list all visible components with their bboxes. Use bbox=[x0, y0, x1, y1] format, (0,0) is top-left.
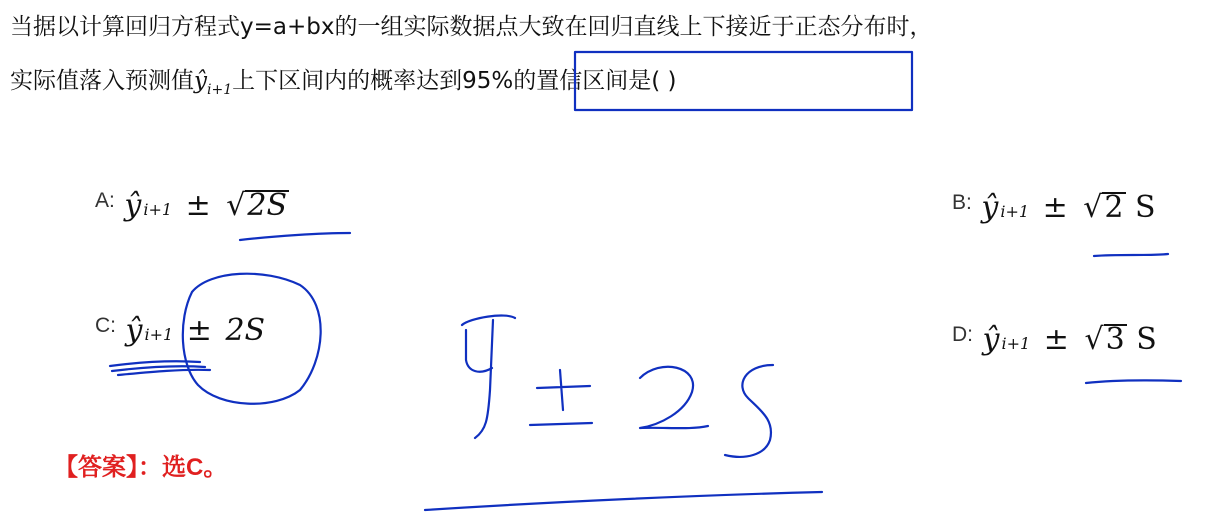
underline-c bbox=[110, 361, 210, 375]
option-c-tail: 2S bbox=[225, 313, 266, 348]
option-b-letter: B: bbox=[952, 191, 972, 214]
option-d-plusminus: ± bbox=[1043, 322, 1069, 357]
yhat-symbol: ŷ bbox=[194, 68, 207, 94]
handwritten-plusminus bbox=[530, 370, 592, 425]
yhat-subscript: i+1 bbox=[207, 82, 233, 98]
circle-c bbox=[183, 274, 321, 404]
question-text-2-prefix: 实际值落入预测值 bbox=[10, 68, 194, 94]
underline-d bbox=[1086, 380, 1181, 383]
option-d-index: i+1 bbox=[1001, 334, 1031, 353]
option-b-plusminus: ± bbox=[1042, 190, 1068, 225]
question-text-1: 当据以计算回归方程式y=a+bx的一组实际数据点大致在回归直线上下接近于正态分布时， bbox=[10, 14, 933, 40]
handwritten-2 bbox=[640, 367, 708, 428]
option-a-index: i+1 bbox=[143, 200, 173, 219]
sqrt-icon: √ bbox=[1083, 190, 1103, 225]
option-d-radicand: 3 bbox=[1105, 322, 1125, 357]
handwritten-y bbox=[462, 316, 515, 438]
option-a-plusminus: ± bbox=[185, 188, 211, 223]
handwritten-s bbox=[725, 365, 773, 457]
option-c-yhat: ŷ bbox=[125, 313, 143, 348]
option-c-letter: C: bbox=[95, 314, 116, 337]
option-b-tail: S bbox=[1125, 190, 1156, 225]
underline-a bbox=[240, 233, 350, 240]
option-b-yhat: ŷ bbox=[981, 190, 999, 225]
underline-b bbox=[1094, 254, 1168, 256]
question-text-2-suffix: 上下区间内的概率达到95%的置信区间是( ) bbox=[232, 68, 677, 94]
option-a-letter: A: bbox=[95, 189, 115, 212]
option-a-radicand: 2S bbox=[247, 188, 288, 223]
highlight-box bbox=[575, 52, 912, 110]
sqrt-icon: √ bbox=[1084, 322, 1104, 357]
option-d-letter: D: bbox=[952, 323, 973, 346]
option-b-index: i+1 bbox=[1000, 202, 1030, 221]
sqrt-icon: √ bbox=[226, 188, 246, 223]
option-c-plusminus: ± bbox=[186, 313, 212, 348]
option-b-radicand: 2 bbox=[1104, 190, 1124, 225]
answer-text: 【答案】：选C。 bbox=[54, 454, 228, 481]
option-d-yhat: ŷ bbox=[982, 322, 1000, 357]
option-c-index: i+1 bbox=[144, 325, 174, 344]
option-a-yhat: ŷ bbox=[124, 188, 142, 223]
option-d-tail: S bbox=[1126, 322, 1157, 357]
handwritten-underline bbox=[425, 492, 822, 510]
